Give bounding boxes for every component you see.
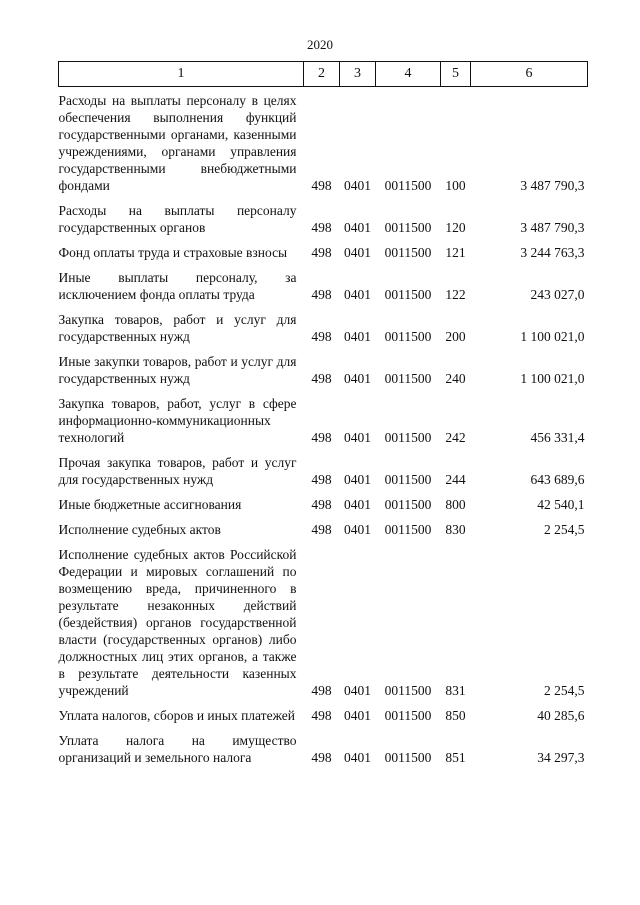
column-number-5: 5 [441,62,471,87]
row-name: Прочая закупка товаров, работ и услуг для государственных нужд [58,455,297,487]
row-expense-type-code: 100 [445,178,466,193]
row-expense-type-code: 240 [445,371,466,386]
row-name: Исполнение судебных актов Российской Федерации и мировых соглашений по возмещению вреда, причиненного в результате незаконных действий (бездействия) органов государственной власти (государственных органов) либо должностных лиц этих органов, а также в результате деятельности казенных учреждений [58,547,297,698]
row-target-code: 0011500 [384,683,432,698]
row-ministry-code: 498 [311,178,332,193]
row-amount: 2 254,5 [544,522,585,537]
row-name: Расходы на выплаты персоналу государственных органов [58,203,297,235]
row-target-code: 0011500 [384,220,432,235]
row-ministry-code: 498 [311,750,332,765]
column-number-1: 1 [59,62,304,87]
table-row [59,194,588,236]
row-expense-type-code: 122 [445,287,466,302]
column-number-row [59,62,588,87]
table-row [59,538,588,699]
row-section-code: 0401 [344,178,371,193]
row-target-code: 0011500 [384,371,432,386]
table-row [59,387,588,446]
table-row [59,513,588,538]
row-target-code: 0011500 [384,430,432,445]
row-expense-type-code: 850 [445,708,466,723]
row-name: Иные выплаты персоналу, за исключением фонда оплаты труда [58,270,297,302]
row-name: Уплата налога на имущество организаций и земельного налога [58,733,297,765]
row-expense-type-code: 831 [445,683,466,698]
row-name: Иные закупки товаров, работ и услуг для государственных нужд [58,354,297,386]
row-section-code: 0401 [344,220,371,235]
row-amount: 643 689,6 [530,472,585,487]
row-section-code: 0401 [344,287,371,302]
page-number: 2020 [307,37,333,52]
table-row [59,724,588,766]
table-row [59,261,588,303]
row-ministry-code: 498 [311,497,332,512]
row-ministry-code: 498 [311,287,332,302]
row-section-code: 0401 [344,245,371,260]
row-section-code: 0401 [344,683,371,698]
row-amount: 1 100 021,0 [520,371,585,386]
row-amount: 40 285,6 [537,708,585,723]
row-section-code: 0401 [344,522,371,537]
row-name: Фонд оплаты труда и страховые взносы [58,245,288,260]
row-ministry-code: 498 [311,371,332,386]
row-ministry-code: 498 [311,708,332,723]
row-ministry-code: 498 [311,472,332,487]
row-target-code: 0011500 [384,750,432,765]
row-target-code: 0011500 [384,245,432,260]
row-expense-type-code: 242 [445,430,466,445]
row-name: Расходы на выплаты персоналу в целях обеспечения выполнения функций государственными органами, казенными учреждениями, органами управления государственными внебюджетными фондами [58,93,297,193]
row-ministry-code: 498 [311,220,332,235]
row-name: Закупка товаров, работ, услуг в сфере информационно-коммуникационных технологий [58,396,297,445]
row-ministry-code: 498 [311,522,332,537]
row-expense-type-code: 200 [445,329,466,344]
row-amount: 3 487 790,3 [520,220,585,235]
row-target-code: 0011500 [384,329,432,344]
table-row [59,236,588,261]
table-row [59,488,588,513]
row-name: Уплата налогов, сборов и иных платежей [58,708,295,723]
row-target-code: 0011500 [384,472,432,487]
column-number-3: 3 [340,62,376,87]
column-number-6: 6 [471,62,588,87]
row-expense-type-code: 244 [445,472,466,487]
row-section-code: 0401 [344,329,371,344]
row-target-code: 0011500 [384,497,432,512]
budget-table [58,61,588,766]
table-row [59,699,588,724]
row-target-code: 0011500 [384,287,432,302]
row-amount: 42 540,1 [537,497,585,512]
column-number-2: 2 [304,62,340,87]
row-section-code: 0401 [344,472,371,487]
row-name: Исполнение судебных актов [58,522,221,537]
row-target-code: 0011500 [384,178,432,193]
row-amount: 3 487 790,3 [520,178,585,193]
row-section-code: 0401 [344,708,371,723]
row-target-code: 0011500 [384,708,432,723]
row-amount: 3 244 763,3 [520,245,585,260]
row-ministry-code: 498 [311,430,332,445]
row-amount: 1 100 021,0 [520,329,585,344]
row-amount: 243 027,0 [530,287,585,302]
row-section-code: 0401 [344,750,371,765]
row-expense-type-code: 121 [445,245,466,260]
row-amount: 456 331,4 [530,430,585,445]
row-target-code: 0011500 [384,522,432,537]
row-amount: 2 254,5 [544,683,585,698]
row-expense-type-code: 851 [445,750,466,765]
row-amount: 34 297,3 [537,750,585,765]
row-section-code: 0401 [344,430,371,445]
row-expense-type-code: 830 [445,522,466,537]
table-row [59,303,588,345]
row-section-code: 0401 [344,497,371,512]
row-ministry-code: 498 [311,683,332,698]
row-ministry-code: 498 [311,329,332,344]
row-name: Закупка товаров, работ и услуг для государственных нужд [58,312,297,344]
row-name: Иные бюджетные ассигнования [58,497,242,512]
row-ministry-code: 498 [311,245,332,260]
row-expense-type-code: 120 [445,220,466,235]
row-section-code: 0401 [344,371,371,386]
table-row [59,345,588,387]
column-number-4: 4 [376,62,441,87]
row-expense-type-code: 800 [445,497,466,512]
table-row [59,446,588,488]
table-row [59,87,588,195]
